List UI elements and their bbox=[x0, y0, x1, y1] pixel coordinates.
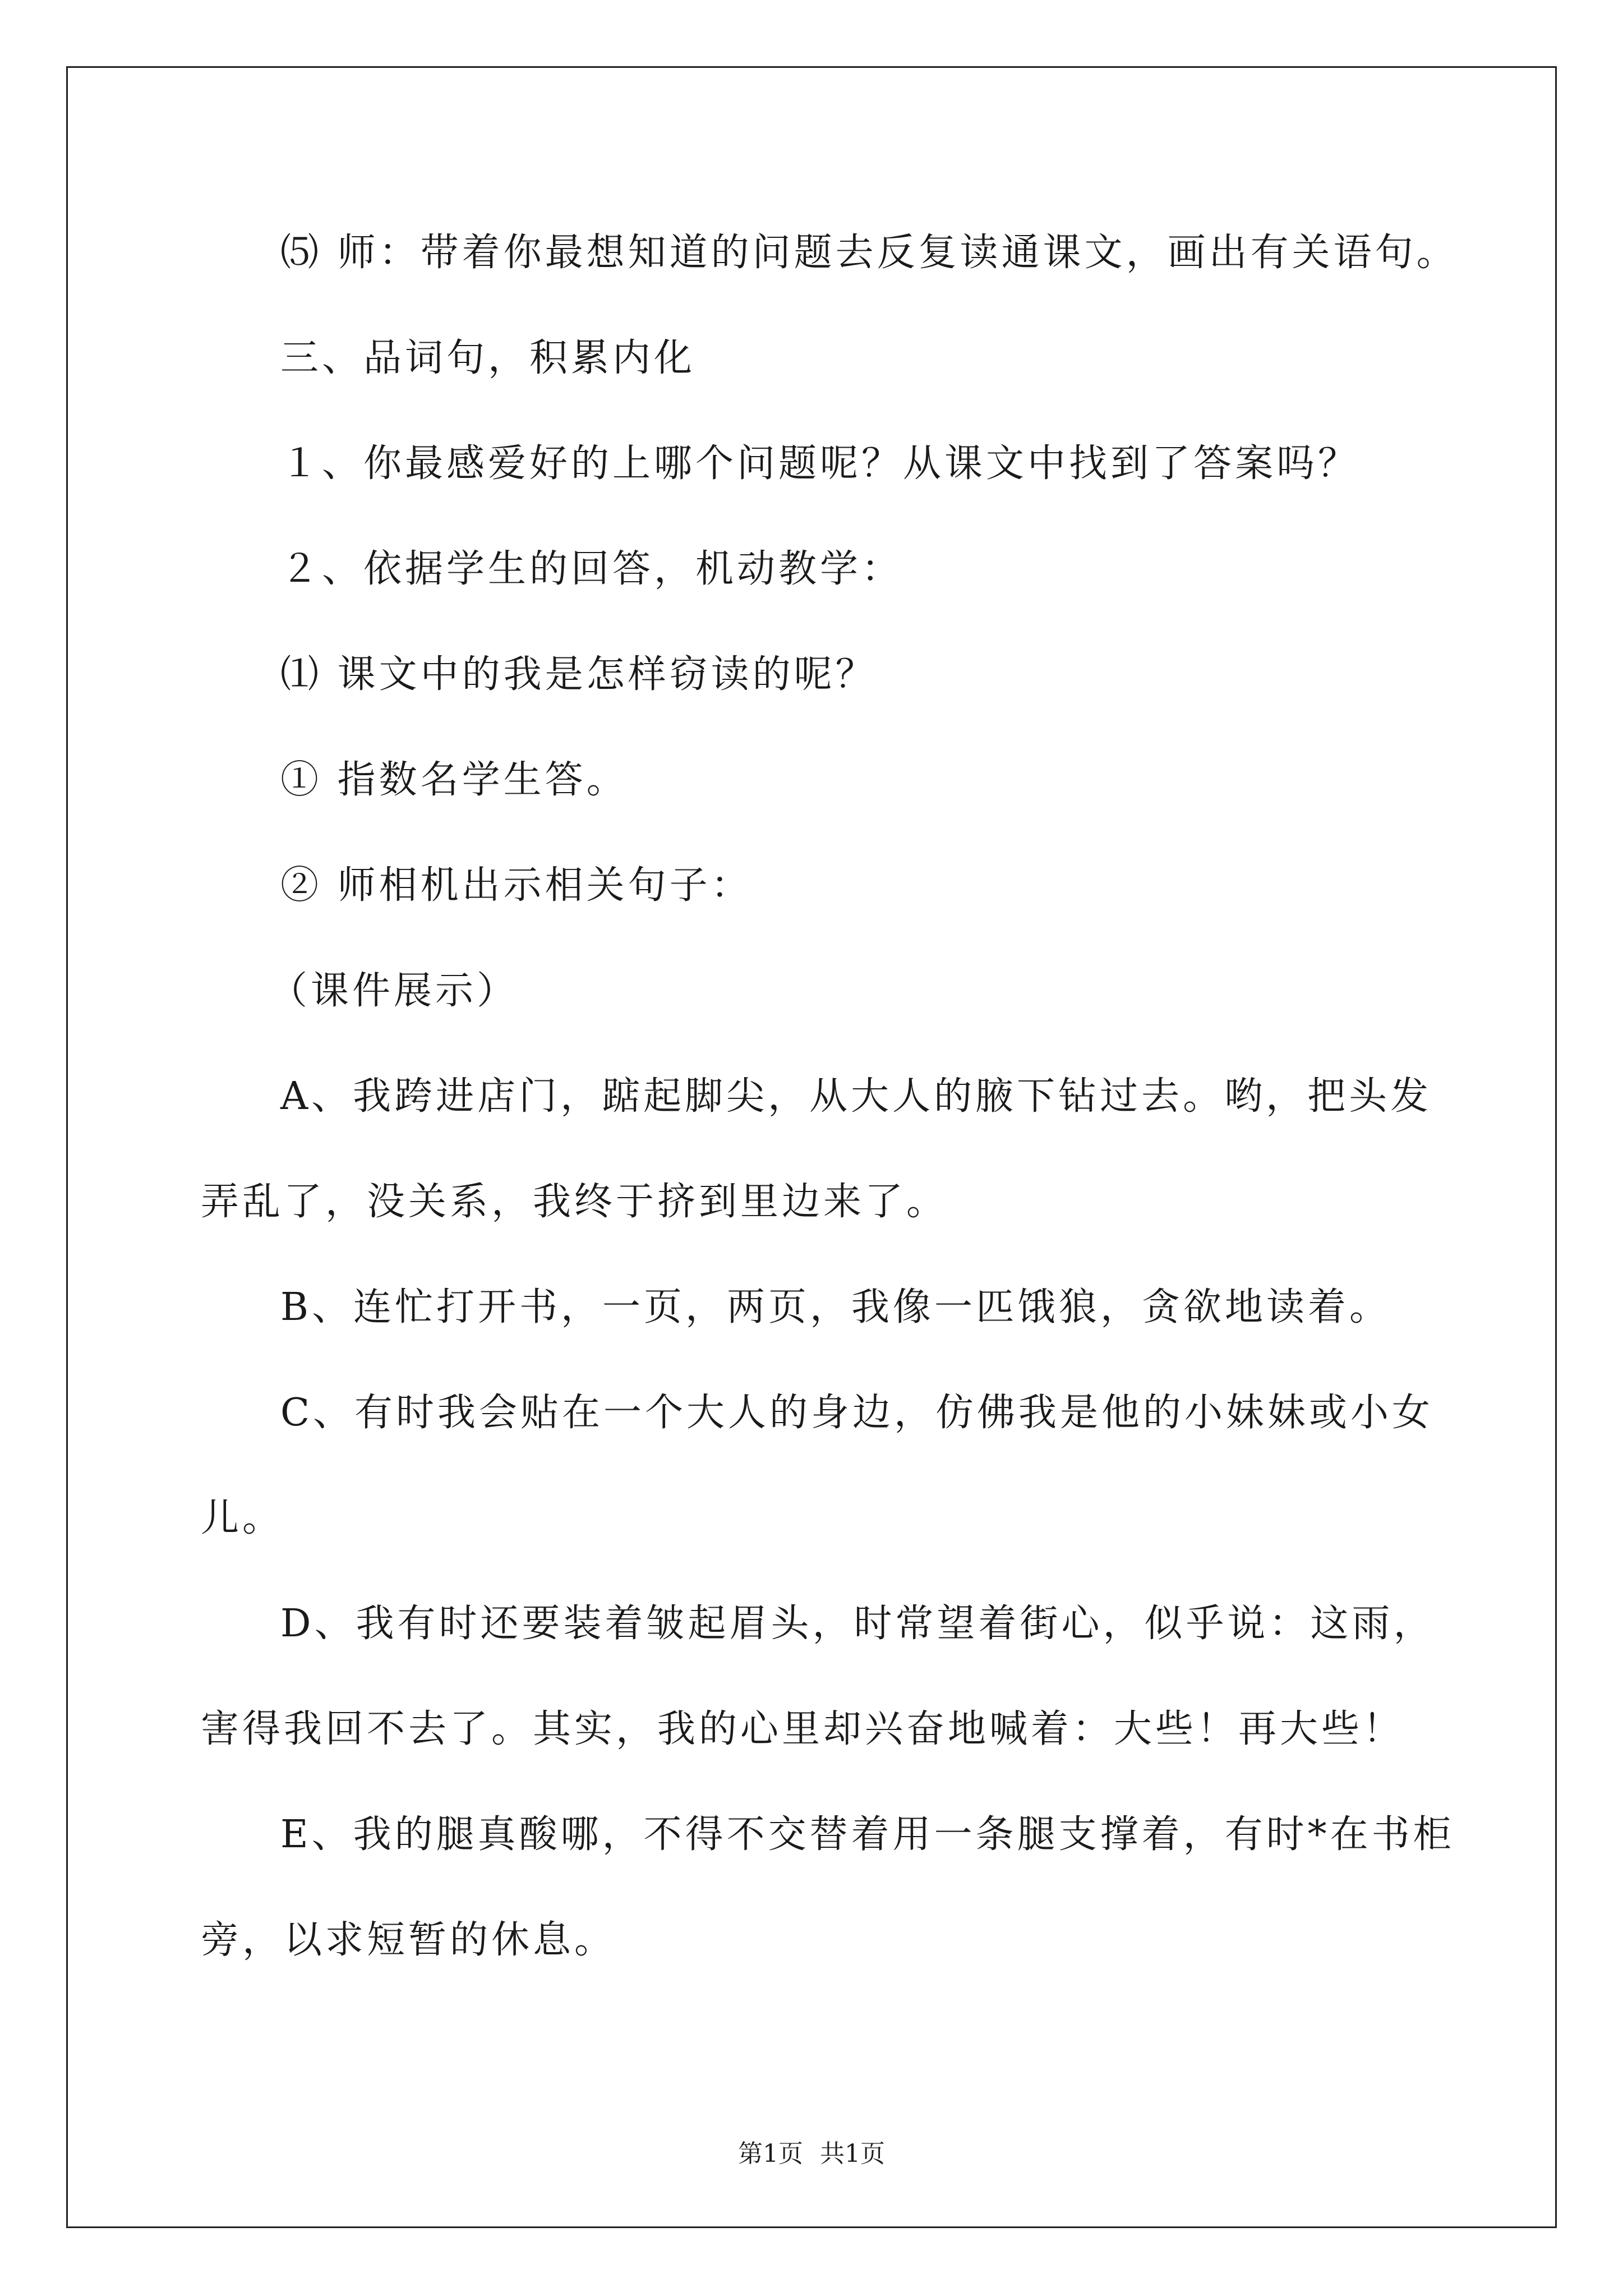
text-line: 儿。 bbox=[201, 1496, 284, 1540]
text-line: D、我有时还要装着皱起眉头，时常望着街心，似乎说：这雨， bbox=[280, 1602, 1435, 1646]
page-footer bbox=[0, 2139, 1623, 2168]
page-number-total: 共1页 bbox=[820, 2139, 885, 2168]
text-line: 旁，以求短暂的休息。 bbox=[201, 1918, 616, 1962]
text-line: 弄乱了，没关系，我终于挤到里边来了。 bbox=[201, 1180, 948, 1224]
text-line: ⑴ 课文中的我是怎样窃读的呢？ bbox=[280, 652, 877, 697]
section-heading: 三、品词句，积累内化 bbox=[280, 336, 696, 380]
text-line: A、我跨进店门，踮起脚尖，从大人的腋下钻过去。哟，把头发 bbox=[280, 1074, 1432, 1119]
text-line: E、我的腿真酸哪，不得不交替着用一条腿支撑着，有时*在书柜 bbox=[280, 1812, 1455, 1857]
text-line: １、你最感爱好的上哪个问题呢？从课文中找到了答案吗？ bbox=[280, 441, 1360, 486]
text-line: ② 师相机出示相关句子： bbox=[280, 863, 753, 908]
text-line: C、有时我会贴在一个大人的身边，仿佛我是他的小妹妹或小女 bbox=[280, 1391, 1434, 1435]
page-number-current: 第1页 bbox=[738, 2139, 803, 2168]
text-line: （课件展示） bbox=[269, 969, 519, 1013]
text-line: B、连忙打开书，一页，两页，我像一匹饿狼，贪欲地读着。 bbox=[280, 1285, 1391, 1329]
text-line: ⑸ 师：带着你最想知道的问题去反复读通课文，画出有关语句。 bbox=[280, 231, 1458, 275]
text-line: ２、依据学生的回答，机动教学： bbox=[280, 547, 903, 591]
text-line: 害得我回不去了。其实，我的心里却兴奋地喊着：大些！再大些！ bbox=[201, 1707, 1405, 1751]
text-line: ① 指数名学生答。 bbox=[280, 758, 628, 802]
page-border bbox=[66, 66, 1557, 2228]
